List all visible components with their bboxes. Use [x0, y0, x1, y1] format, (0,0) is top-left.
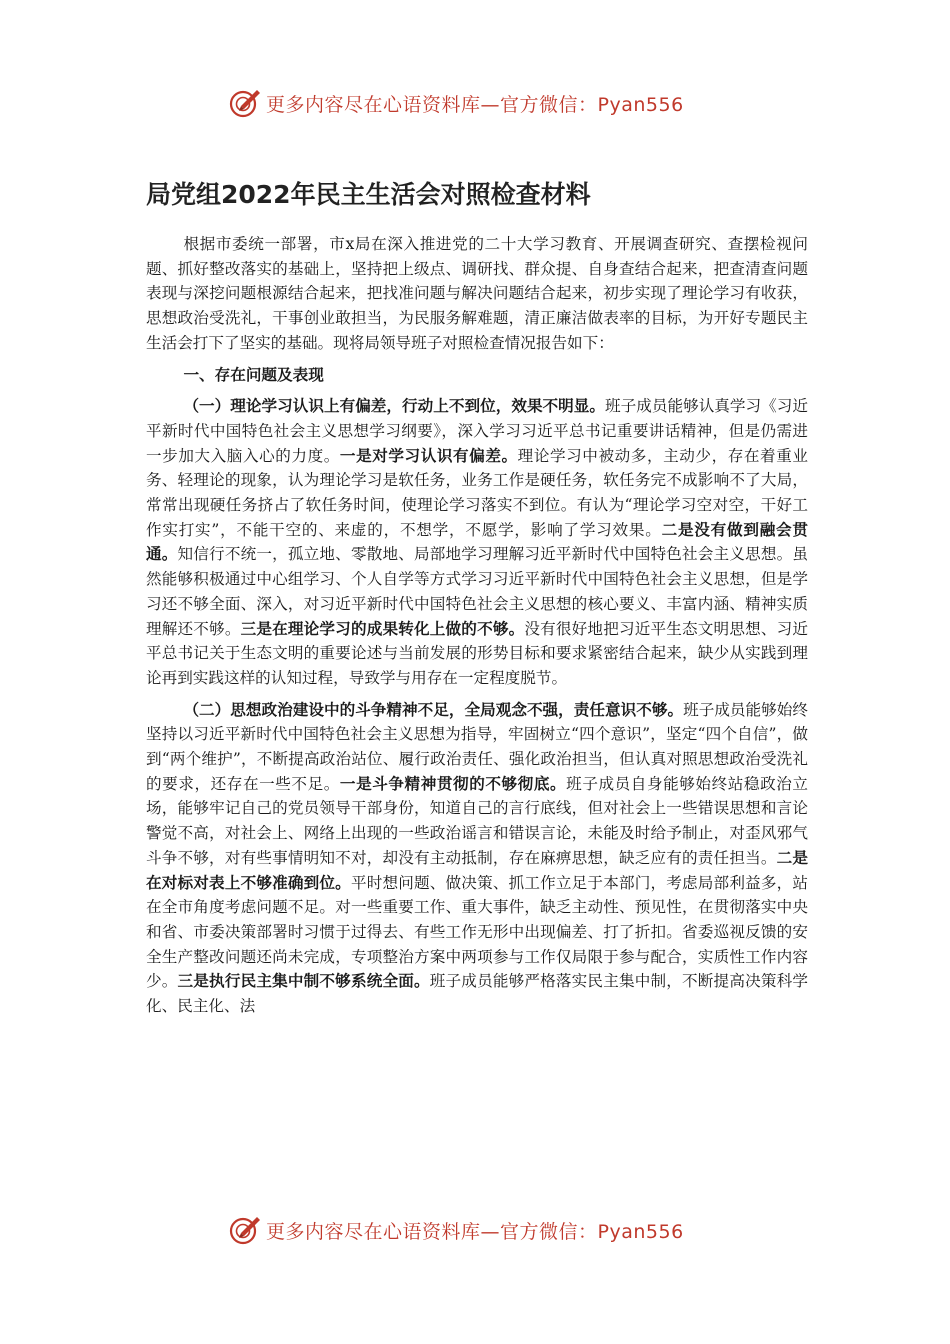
item-1-point-2: 二是没有做到融会贯通。	[146, 519, 808, 564]
section-heading: 一、存在问题及表现	[183, 364, 324, 384]
item-1-text-2: 理论学习中被动多，主动少，存在着重业务、轻理论的现象，认为理论学习是软任务，业务工作是硬任务，软任务完不成影响不了大局，常常出现硬任务挤占了软任务时间，使理论学习落实不到位。有认为“理论学习空对空，干好工作实打实”，不能干空的、来虚的，不想学，不愿学，影响了学习效果。	[146, 446, 808, 539]
paragraph-item-1	[146, 394, 808, 690]
item-2-point-2: 二是在对标对表上不够准确到位。	[146, 847, 808, 892]
watermark-banner-top	[228, 83, 728, 123]
item-1-point-1: 一是对学习认识有偏差。	[339, 445, 518, 465]
paragraph-item-2	[146, 698, 808, 1019]
pen-nib-logo-icon	[228, 1213, 262, 1247]
item-2-lead: （二）思想政治建设中的斗争精神不足，全局观念不强，责任意识不够。	[183, 699, 684, 719]
item-1-text-4: 没有很好地把习近平生态文明思想、习近平总书记关于生态文明的重要论述与当前发展的形势目标和要求紧密结合起来，缺少从实践到理论再到实践这样的认知过程，导致学与用存在一定程度脱节。	[146, 619, 808, 687]
item-2-text-3: 平时想问题、做决策、抓工作立足于本部门，考虑局部利益多，站在全市角度考虑问题不足。对一些重要工作、重大事件，缺乏主动性、预见性，在贯彻落实中央和省、市委决策部署时习惯于过得去、有些工作无形中出现偏差、打了折扣。省委巡视反馈的安全生产整改问题还尚未完成，专项整治方案中两项参与工作仅局限于参与配合，实质性工作内容少。	[146, 873, 808, 991]
item-1-text-3: 知信行不统一，孤立地、零散地、局部地学习理解习近平新时代中国特色社会主义思想。虽然能够积极通过中心组学习、个人自学等方式学习习近平新时代中国特色社会主义思想，但是学习还不够全面、深入，对习近平新时代中国特色社会主义思想的核心要义、丰富内涵、精神实质理解还不够。	[146, 545, 808, 638]
document-body	[146, 232, 808, 1019]
item-1-point-3: 三是在理论学习的成果转化上做的不够。	[240, 618, 525, 638]
item-2-point-3: 三是执行民主集中制不够系统全面。	[177, 971, 430, 991]
item-2-point-1: 一是斗争精神贯彻的不够彻底。	[339, 773, 567, 793]
watermark-banner-bottom	[228, 1210, 728, 1250]
watermark-text: 更多内容尽在心语资料库—官方微信：Pyan556	[266, 93, 684, 116]
intro-paragraph: 根据市委统一部署，市x局在深入推进党的二十大学习教育、开展调查研究、查摆检视问题、抓好整改落实的基础上，坚持把上级点、调研找、群众提、自身查结合起来，把查清查问题表现与深挖问题根源结合起来，把找准问题与解决问题结合起来，初步实现了理论学习有收获，思想政治受洗礼，干事创业敢担当，为民服务解难题，清正廉洁做表率的目标，为开好专题民主生活会打下了坚实的基础。现将局领导班子对照检查情况报告如下：	[146, 235, 808, 352]
item-2-text-4: 班子成员能够严格落实民主集中制，不断提高决策科学化、民主化、法	[146, 972, 808, 1016]
document-title: 局党组2022年民主生活会对照检查材料	[146, 180, 591, 209]
item-2-text-2: 班子成员自身能够始终站稳政治立场，能够牢记自己的党员领导干部身份，知道自己的言行底线，但对社会上一些错误思想和言论警觉不高，对社会上、网络上出现的一些政治谣言和错误言论，未能及时给予制止，对歪风邪气斗争不够，对有些事情明知不对，却没有主动抵制，存在麻痹思想，缺乏应有的责任担当。	[146, 774, 808, 867]
item-1-lead: （一）理论学习认识上有偏差，行动上不到位，效果不明显。	[183, 396, 606, 416]
pen-nib-logo-icon	[228, 86, 262, 120]
watermark-text: 更多内容尽在心语资料库—官方微信：Pyan556	[266, 1220, 684, 1243]
item-1-text-1: 班子成员能够认真学习《习近平新时代中国特色社会主义思想学习纲要》，深入学习习近平总书记重要讲话精神，但是仍需进一步加大入脑入心的力度。	[146, 397, 808, 465]
item-2-text-1: 班子成员能够始终坚持以习近平新时代中国特色社会主义思想为指导，牢固树立“四个意识”，坚定“四个自信”，做到“两个维护”，不断提高政治站位、履行政治责任、强化政治担当，但认真对照思想政治受洗礼的要求，还存在一些不足。	[146, 700, 808, 793]
